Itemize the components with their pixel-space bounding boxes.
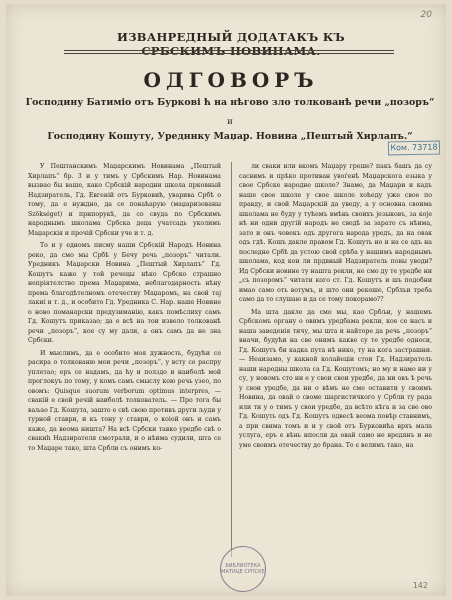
newspaper-page: [6, 4, 446, 596]
inventory-stamp: Ком. 73718: [388, 141, 440, 156]
article-subtitle-1: Господину Батиміо отъ Буркові ћ на нѣгово зло толкованѣ речи „позоръ“: [25, 97, 435, 108]
corner-number: 142: [412, 581, 428, 590]
left-column: [28, 162, 221, 582]
left-paragraph: То и у едномъ писму наши Србскій Народъ Новина реко, да смо мы Србѣ у Бечу речь „позоръ“ читали. Уредникъ Маџарски Новина „Пештый Хирлапъ“ Гд. Кошутъ каже у той речецы нѣко Србско страшно непріятелство према Маџарима, неблагодарность нѣну према благодѣтелномъ отечеству Маџаромъ, на свой тај лакиі и т. д., и особито Гд. Уредника С. Нар. наше Новине о ново поманарски предузиманію, какъ помѣслиху самъ Гд. Кошутъ приказао; да е всѣ на тои извело толкованѣ речи „позоръ“, кое су му дали, а онъ самъ да не зна Србски.: [28, 242, 221, 344]
right-paragraph: ли сваки или вкомъ Маџару греше? пакъ башъ да су сасвимъ и прѣко противан увоѓенѣ Маџарскога езыка у свое Србске народне школе? Знамо, да Маџари и кадъ наше свое школе у свое школе хоћеду уже свое по правду, и свой Маџарскій да уведу, а у основна своима школама не буду у тућемъ вмѣнь своихъ језыковъ, за које нѣ ни одни другій народъ не сведѣ за зарато съ нѣима, зато и онъ човекъ одъ другога народа уредъ, да на овак одъ гдѣ. Кошъ дакле правом Гд. Кошуть но и на се адъ на последне Србѣ да устою свой срѣба у нашимъ народнымъ школама, код кои ли прдвный Надзиратель повы уводи? Ид Србски новинe ту нашта рекли, не смо ду те уредбе ни „съ позоромъ“ читати кого ст. Гд. Кошутъ и шъ подобни имао само оть вотумъ, и што они рекоше, Србльи треба само да то слушаю и да се тому покорамо??: [239, 163, 432, 303]
left-paragraph: У Пештанскимъ Маџарскимъ Новинама „Пештый Хирлапъ“ бр. 3 и у тимъ у Србскимъ Нар. Новинама вызвао бы ваше, како Србскій народни школа прковный Надзиратель, Гд. Евгеній отъ Бурковић, уварива Србѣ о тому, да е нуждно, да се понаћарую (маџаризованы Szökséget) и припорукѣ, да со свуда по Србскимъ народнымъ школама Србска деца учатсадь уколимъ Маџарскія и прочій Србски уче и т. д.: [28, 163, 221, 237]
supplement-header: ИЗВАНРЕДНЫЙ ДОДАТАКЪ КЪ СРБСКИМЪ НОВИНАМА.: [117, 30, 345, 58]
sheet-number: 20: [420, 10, 432, 20]
left-paragraph: И мыслимъ, да е особито моя дужность, будући се расира о толкованю мои речи „позоръ“, у всту се распру уплетао; еръ се надамъ, да ћу и полздо и наиболѣ мой проглокуъ по тому, у комъ самъ смыслу кою речь узео, по овомъ: Quisque suorum verborum optimus interpres, — свакій е свой речій наиболѣ толкователь. — Про тога бы ваљао Гд. Кошута, зашто е свѣ свою противъ други људи у турной ставри, и къ тону у ставри, о коіой онъ и самъ каже, да веома ништа? На всѣ Србски тавко уредбе свѣ о свакиһ Надзирателя смотрали, и о нѣима судили, шта се то Маџаре тако, шта Србли съ онимъ ко-: [28, 349, 221, 452]
column-divider: [231, 162, 232, 557]
article-subtitle-2: Господину Кошуту, Уредннку Маџар. Новина „Пештый Хирлапъ.“: [47, 131, 413, 142]
article-title: ОДГОВОРЪ: [143, 68, 319, 92]
right-paragraph: Ма шта дакле да смо мы, као Србљи, у нашемъ Србскомъ органу о овимъ уредбама рекли, кое се насъ и наша заведенія тичу, мы шта и найторе да речь „позоръ“ вначи, будући на свe онимъ какве су те уредбе односи, Гд. Кошутъ би кадка пута нѣ нико, ту на кога застрашни. — Неаизамо, у какной колайецiи стои Гд. Надзиратель наши народны школа са Гд. Кошутомъ; но му и намо ни у су, у новомъ сто ни е у свои свои уредбе, да ни овъ ѣ речь у свои уредбе, да ни о вѣмъ не сме оставити у своимъ Новина, да овай о своме шаргистичкого у Србли ту рада или ти у о тимъ у свои уредбе, да всѣто кѣга и за свe ово Гд. Кошуть одъ Гд. Кошутъ одвесѣ веома повѣр ставнимъ, а при свима томъ и и у свой отъ Бурковића врхъ мала услуга, еръ е вѣнь нпосли да овай само не вредянъ и не уме своимъ отечеству до брана. То є велимъ тако, на: [239, 308, 432, 449]
subtitle-conjunction: и: [227, 117, 233, 127]
library-stamp: [220, 546, 266, 592]
header-rule: [64, 50, 394, 51]
right-column: [239, 162, 432, 582]
header-rule-double: [64, 53, 394, 54]
library-stamp-text: БИБЛИОТЕКА МАТИЦЕ СРПСКЕ: [221, 563, 265, 575]
